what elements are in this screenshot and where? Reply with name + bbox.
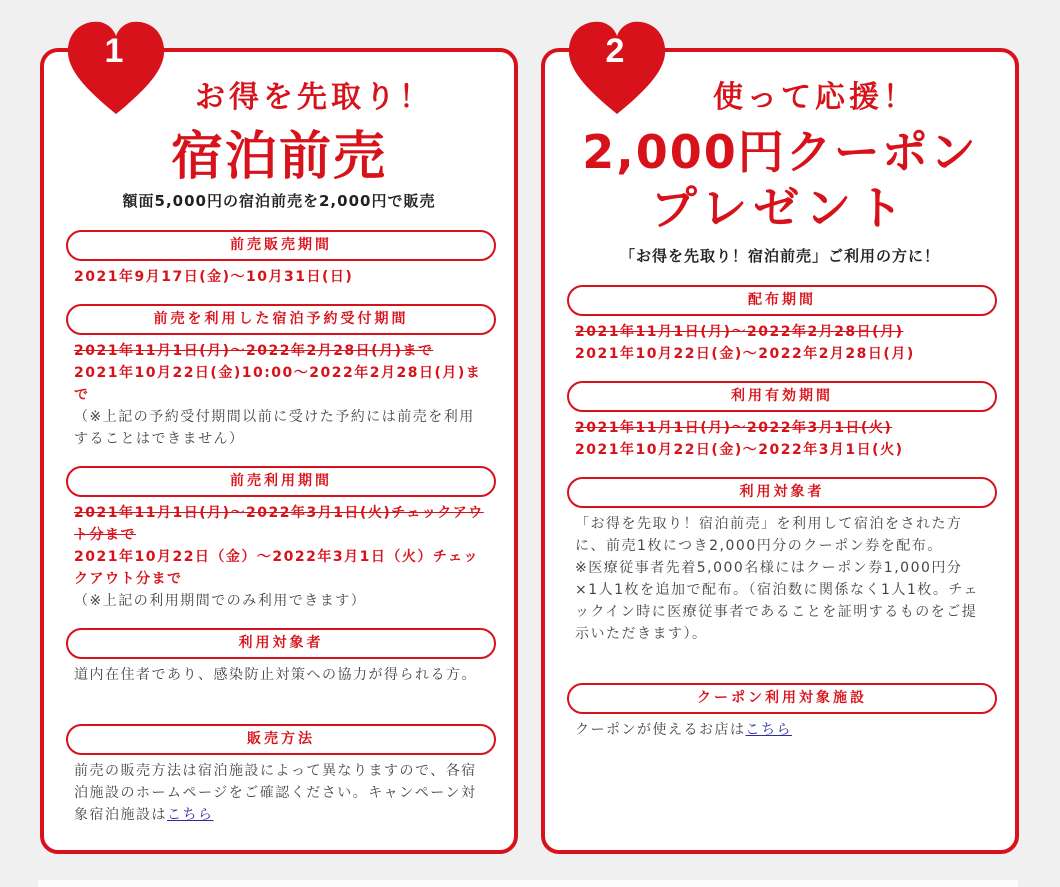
sales-method-text (74, 760, 484, 826)
booking-period-old: 2021年11月1日(月)〜2022年2月28日(月)まで (74, 343, 434, 359)
validity-new: 2021年10月22日(金)〜2022年3月1日(火) (575, 442, 904, 458)
section-head-sales-period: 前売販売期間 (66, 230, 496, 261)
distribution-old: 2021年11月1日(月)〜2022年2月28日(月) (575, 324, 904, 340)
sales-period-value: 2021年9月17日(金)〜10月31日(日) (74, 269, 354, 285)
section-head-eligible: 利用対象者 (66, 628, 496, 659)
heart-number: 2 (605, 32, 625, 70)
booking-period-note: （※上記の予約受付期間以前に受けた予約には前売を利用することはできません） (74, 409, 475, 447)
card1-description: 額面5,000円の宿泊前売を2,000円で販売 (122, 192, 436, 210)
facilities-text (575, 719, 985, 741)
booking-period-text (74, 340, 484, 450)
sales-method-body: 前売の販売方法は宿泊施設によって異なりますので、各宿泊施設のホームページをご確認ください。 (74, 763, 477, 801)
section-head-distribution: 配布期間 (567, 285, 997, 316)
bottom-strip (38, 880, 1018, 887)
usage-period-note: （※上記の利用期間でのみ利用できます） (74, 593, 367, 609)
booking-period-new: 2021年10月22日(金)10:00〜2022年2月28日(月)まで (74, 365, 482, 403)
section-head-sales-method: 販売方法 (66, 724, 496, 755)
section-head-booking-period: 前売を利用した宿泊予約受付期間 (66, 304, 496, 335)
section-head-facilities: クーポン利用対象施設 (567, 683, 997, 714)
facility-list-link[interactable]: こちら (167, 807, 214, 823)
card-coupon (541, 32, 1019, 854)
usage-period-text (74, 502, 484, 612)
section-head-coupon-eligible: 利用対象者 (567, 477, 997, 508)
coupon-eligible-body: 「お得を先取り！宿泊前売」を利用して宿泊をされた方に、前売1枚につき2,000円分のクーポン券を配布。 (575, 516, 963, 554)
coupon-eligible-text (575, 513, 985, 645)
distribution-new: 2021年10月22日(金)〜2022年2月28日(月) (575, 346, 915, 362)
card1-title: 宿泊前売 (170, 127, 387, 187)
usage-period-new: 2021年10月22日（金）〜2022年3月1日（火）チェックアウト分まで (74, 549, 479, 587)
card2-title-line2: プレゼント (650, 181, 910, 235)
section-head-validity: 利用有効期間 (567, 381, 997, 412)
sales-method-body-2: キャンペーン対象宿泊施設は (74, 785, 477, 823)
section-head-usage-period: 前売利用期間 (66, 466, 496, 497)
heart-number: 1 (104, 32, 124, 70)
facilities-body: クーポンが使えるお店は (575, 722, 746, 738)
coupon-shops-link[interactable]: こちら (745, 722, 792, 738)
card-advance-sale (40, 32, 518, 854)
eligible-text: 道内在住者であり、感染防止対策への協力が得られる方。 (74, 667, 477, 683)
card2-title-line1: 2,000円クーポン (582, 125, 978, 179)
usage-period-old: 2021年11月1日(月)〜2022年3月1日(火)チェックアウト分まで (74, 505, 484, 543)
card1-subtitle: お得を先取り！ (195, 80, 433, 115)
card2-description: 「お得を先取り！宿泊前売」ご利用の方に！ (619, 247, 940, 265)
validity-old: 2021年11月1日(月)〜2022年3月1日(火) (575, 420, 893, 436)
validity-text (575, 417, 985, 461)
coupon-eligible-note: ※医療従事者先着5,000名様にはクーポン券1,000円分×1人1枚を追加で配布。（宿泊数に関係なく1人1枚。チェックイン時に医療従事者であることを証明するものをご提示いただきます）。 (575, 560, 979, 642)
distribution-text (575, 321, 985, 365)
card2-subtitle: 使って応援！ (713, 80, 917, 115)
sales-period-text (74, 266, 484, 288)
